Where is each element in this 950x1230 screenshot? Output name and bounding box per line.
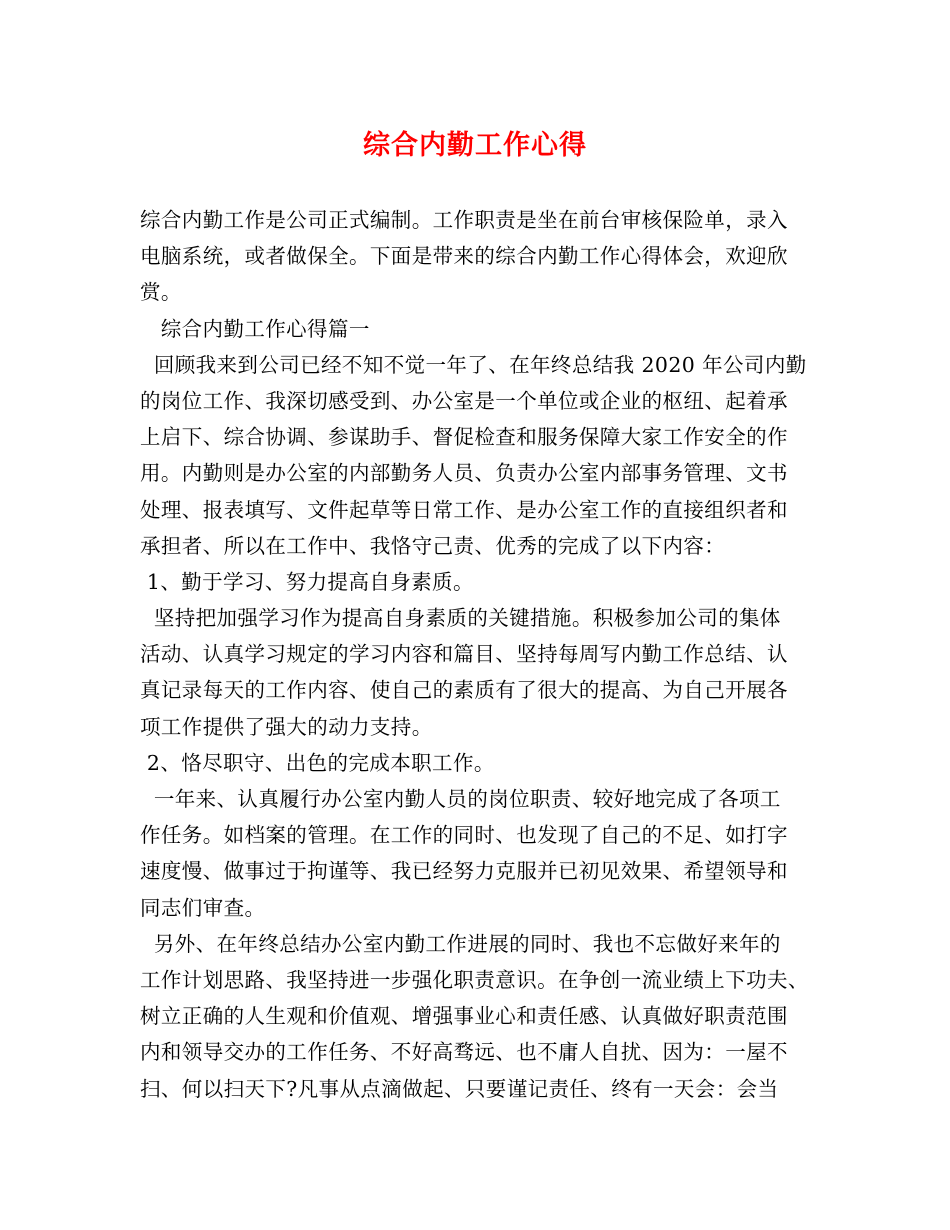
- body-line: 扫、何以扫天下?凡事从点滴做起、只要谨记责任、终有一天会：会当: [140, 1076, 779, 1101]
- body-line: 工作计划思路、我坚持进一步强化职责意识。在争创一流业绩上下功夫、: [140, 967, 809, 992]
- body-line: 作任务。如档案的管理。在工作的同时、也发现了自己的不足、如打字: [140, 823, 788, 848]
- list-item-heading: 1、勤于学习、努力提高自身素质。: [140, 569, 474, 594]
- body-line: 综合内勤工作是公司正式编制。工作职责是坐在前台审核保险单，录入: [140, 208, 788, 232]
- body-line: 同志们审查。: [140, 895, 266, 920]
- body-line: 速度慢、做事过于拘谨等、我已经努力克服并已初见效果、希望领导和: [140, 859, 788, 884]
- body-line: 项工作提供了强大的动力支持。: [140, 714, 433, 739]
- body-line: 树立正确的人生观和价值观、增强事业心和责任感、认真做好职责范围: [140, 1004, 788, 1029]
- body-line: 回顾我来到公司已经不知不觉一年了、在年终总结我 2020 年公司内勤: [140, 352, 807, 377]
- document-title: 综合内勤工作心得: [363, 130, 587, 161]
- body-line: 赏。: [140, 280, 182, 305]
- body-line: 另外、在年终总结办公室内勤工作进展的同时、我也不忘做好来年的: [140, 931, 781, 956]
- body-line: 一年来、认真履行办公室内勤人员的岗位职责、较好地完成了各项工: [140, 787, 781, 811]
- body-line: 的岗位工作、我深切感受到、办公室是一个单位或企业的枢纽、起着承: [140, 388, 788, 413]
- list-item-heading: 2、恪尽职守、出色的完成本职工作。: [140, 750, 495, 775]
- body-line: 坚持把加强学习作为提高自身素质的关键措施。积极参加公司的集体: [140, 606, 781, 631]
- document-body: [140, 202, 820, 1107]
- body-line: 上启下、综合协调、参谋助手、督促检查和服务保障大家工作安全的作: [140, 425, 788, 450]
- body-line: 处理、报表填写、文件起草等日常工作、是办公室工作的直接组织者和: [140, 497, 788, 522]
- body-line: 用。内勤则是办公室的内部勤务人员、负责办公室内部事务管理、文书: [140, 461, 788, 486]
- body-line: 电脑系统，或者做保全。下面是带来的综合内勤工作心得体会，欢迎欣: [140, 244, 788, 269]
- body-line: 真记录每天的工作内容、使自己的素质有了很大的提高、为自己开展各: [140, 678, 788, 703]
- section-heading: 综合内勤工作心得篇一: [140, 316, 370, 341]
- body-line: 内和领导交办的工作任务、不好高骛远、也不庸人自扰、因为：一屋不: [140, 1040, 788, 1065]
- body-line: 承担者、所以在工作中、我恪守己责、优秀的完成了以下内容：: [140, 533, 726, 558]
- body-line: 活动、认真学习规定的学习内容和篇目、坚持每周写内勤工作总结、认: [140, 642, 788, 667]
